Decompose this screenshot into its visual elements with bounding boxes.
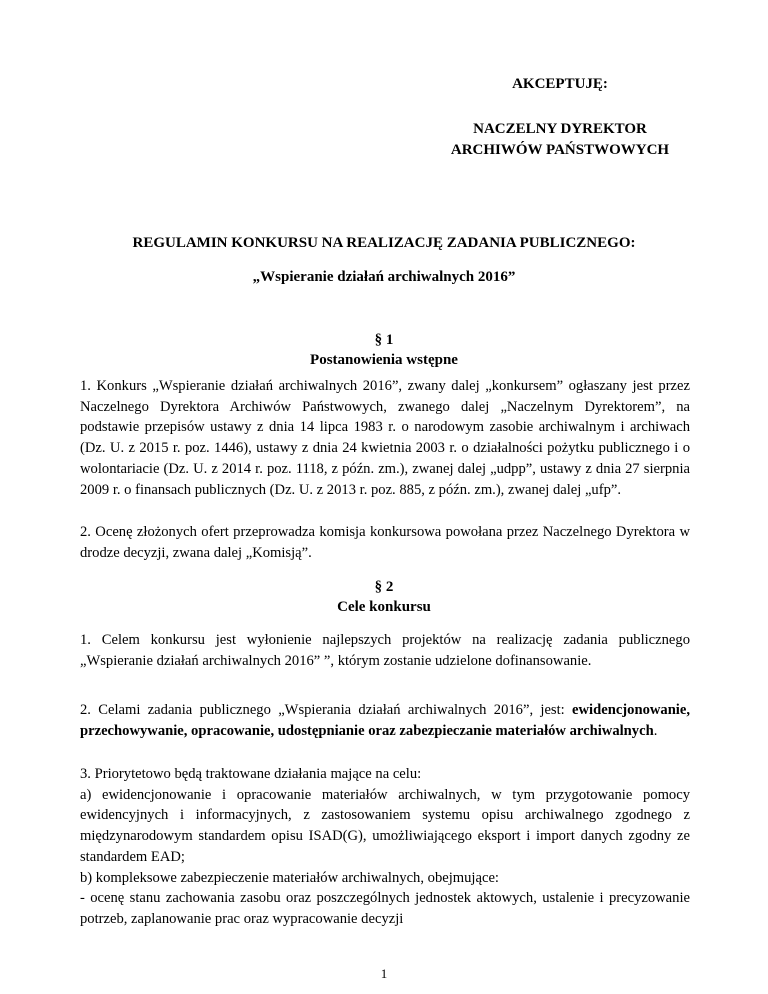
section2-paragraph-1: 1. Celem konkursu jest wyłonienie najlepszych projektów na realizację zadania publicznego „Wspieranie działań archiwalnych 2016” ”, którym zostanie udzielone dofinansowanie. xyxy=(80,632,690,669)
approval-role-line1: NACZELNY DYREKTOR xyxy=(473,121,647,137)
section2-goals-bold: ewidencjonowanie, przechowywanie, opracowanie, udostępnianie oraz zabezpieczanie materiałów archiwalnych xyxy=(80,702,690,739)
section2-paragraph-2-end: . xyxy=(653,722,658,739)
document-subtitle: „Wspieranie działań archiwalnych 2016” xyxy=(252,269,516,285)
section2-heading: Cele konkursu xyxy=(337,599,431,615)
approval-block xyxy=(420,74,700,161)
section1-paragraph-2: 2. Ocenę złożonych ofert przeprowadza komisja konkursowa powołana przez Naczelnego Dyrektora w drodze decyzji, zwana dalej „Komisją”. xyxy=(80,524,690,561)
section1-number: § 1 xyxy=(374,332,394,348)
section1-heading: Postanowienia wstępne xyxy=(310,352,458,368)
section2-paragraph-3-intro: 3. Priorytetowo będą traktowane działania mające na celu: xyxy=(80,766,422,782)
approval-accept: AKCEPTUJĘ: xyxy=(512,76,608,92)
section1-paragraph-1: 1. Konkurs „Wspieranie działań archiwalnych 2016”, zwany dalej „konkursem” ogłaszany jest przez Naczelnego Dyrektora Archiwów Państwowych, zwanego dalej „Naczelnym Dyrektorem”, na podstawie przepisów ustawy z dnia 14 lipca 1983 r. o narodowym zasobie archiwalnym i archiwach (Dz. U. z 2015 r. poz. 1446), ustawy z dnia 24 kwietnia 2003 r. o działalności pożytku publicznego i o wolontariacie (Dz. U. z 2014 r. poz. 1118, z późn. zm.), zwanej dalej „udpp”, ustawy z dnia 27 sierpnia 2009 r. o finansach publicznych (Dz. U. z 2013 r. poz. 885, z późn. zm.), zwanej dalej „ufp”. xyxy=(80,378,690,498)
section2-item-b-1: - ocenę stanu zachowania zasobu oraz poszczególnych jednostek aktowych, ustalenie i precyzowanie potrzeb, zaplanowanie prac oraz wypracowanie decyzji xyxy=(80,890,690,927)
section2-paragraph-3 xyxy=(80,764,690,930)
section2-number: § 2 xyxy=(374,579,394,595)
page-number: 1 xyxy=(380,966,388,981)
section2-item-a: a) ewidencjonowanie i opracowanie materiałów archiwalnych, w tym przygotowanie pomocy ewidencyjnych i informacyjnych, z zastosowaniem systemu opisu archiwalnego zgodnego z międzynarodowym standardem opisu ISAD(G), umożliwiającego eksport i import danych zgodny ze standardem EAD; xyxy=(80,786,690,865)
section2-item-b: b) kompleksowe zabezpieczenie materiałów archiwalnych, obejmujące: xyxy=(80,869,499,886)
section2-paragraph-2-intro: 2. Celami zadania publicznego „Wspierania działań archiwalnych 2016”, jest: xyxy=(80,702,565,718)
approval-role-line2: ARCHIWÓW PAŃSTWOWYCH xyxy=(450,142,670,158)
section2-paragraph-2 xyxy=(80,700,690,741)
document-title: REGULAMIN KONKURSU NA REALIZACJĘ ZADANIA PUBLICZNEGO: xyxy=(132,235,636,251)
